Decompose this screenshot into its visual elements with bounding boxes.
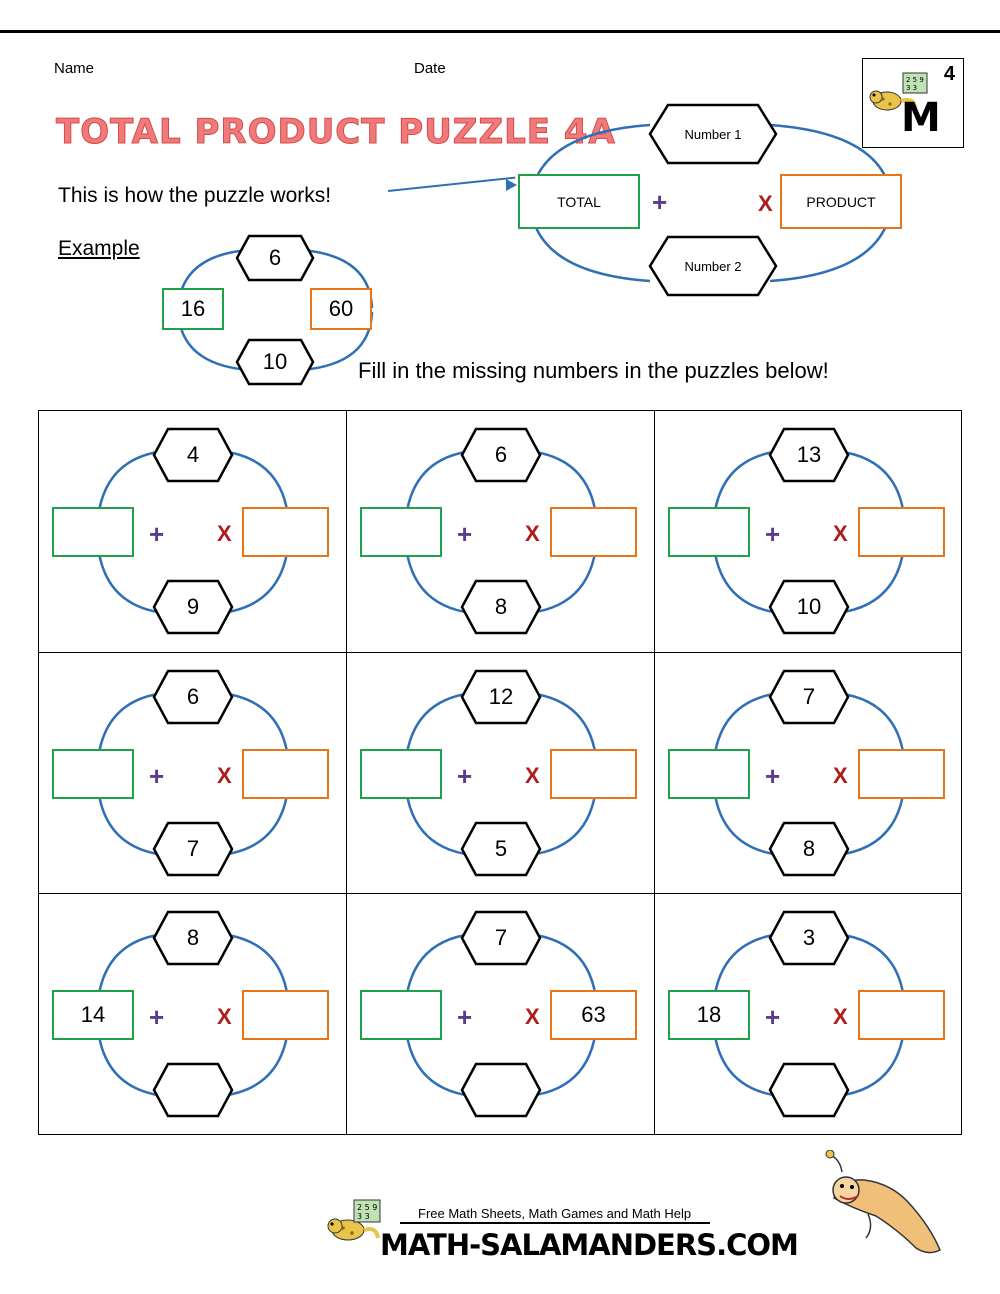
puzzle-product-box[interactable]: [242, 507, 329, 557]
puzzle-plus-sign: +: [765, 1002, 781, 1032]
puzzle-bottom-value: [460, 1062, 542, 1118]
puzzle-total-box[interactable]: [52, 507, 134, 557]
diagram-times-sign: X: [758, 191, 773, 216]
puzzle-total-box[interactable]: [52, 749, 134, 799]
puzzle-product-box[interactable]: [858, 507, 945, 557]
puzzle-top-hex: [460, 910, 542, 966]
puzzle-times-sign: X: [833, 763, 848, 788]
puzzle-plus-sign: +: [457, 519, 473, 549]
date-label: Date: [414, 60, 446, 77]
footer-tagline: Free Math Sheets, Math Games and Math Help: [418, 1206, 692, 1221]
puzzle-plus-sign: +: [457, 761, 473, 791]
puzzle-top-value: 6: [186, 684, 200, 709]
puzzle-bottom-hex[interactable]: [768, 1062, 850, 1118]
puzzle-bottom-value: [152, 1062, 234, 1118]
puzzle-top-hex: [460, 669, 542, 725]
puzzle-product-value: 63: [581, 1002, 606, 1027]
puzzle-cell: [347, 653, 654, 893]
puzzle-times-sign: X: [525, 1004, 540, 1029]
puzzle-top-hex: [460, 427, 542, 483]
top-divider: [0, 30, 1000, 33]
puzzle-cell: [655, 653, 961, 893]
puzzle-bottom-hex: [460, 821, 542, 877]
puzzle-top-hex: [768, 910, 850, 966]
example-diagram: [500, 95, 960, 310]
puzzle-top-value: 13: [796, 442, 822, 467]
puzzle-plus-sign: +: [765, 519, 781, 549]
puzzle-grid: [38, 410, 962, 1135]
puzzle-plus-sign: +: [149, 761, 165, 791]
diagram-number1-hex: [648, 103, 778, 165]
puzzle-total-value: 18: [696, 1002, 722, 1027]
puzzle-total-box[interactable]: [360, 749, 442, 799]
example-bottom-hex: [235, 338, 315, 386]
diagram-plus-sign: +: [652, 187, 668, 217]
diagram-product-box: [780, 174, 902, 229]
puzzle-product-box[interactable]: [550, 749, 637, 799]
puzzle-product-box[interactable]: [242, 749, 329, 799]
puzzle-bottom-hex: [152, 821, 234, 877]
puzzle-total-value: 14: [80, 1002, 106, 1027]
puzzle-times-sign: X: [525, 521, 540, 546]
puzzle-top-value: 7: [494, 925, 508, 950]
puzzle-times-sign: X: [833, 521, 848, 546]
puzzle-bottom-value: 5: [494, 836, 508, 861]
example-total-value: 16: [180, 296, 206, 321]
puzzle-bottom-hex: [460, 579, 542, 635]
puzzle-plus-sign: +: [765, 761, 781, 791]
puzzle-bottom-hex[interactable]: [152, 1062, 234, 1118]
instruction-text: Fill in the missing numbers in the puzzles below!: [358, 358, 829, 383]
puzzle-top-hex: [152, 910, 234, 966]
puzzle-bottom-hex[interactable]: [460, 1062, 542, 1118]
diagram-product-label: PRODUCT: [806, 193, 876, 210]
example-product-box: [310, 288, 372, 330]
diagram-total-box: [518, 174, 640, 229]
svg-text:3 3: 3 3: [357, 1212, 370, 1221]
puzzle-top-value: 6: [494, 442, 508, 467]
example-bottom-value: 10: [262, 349, 288, 374]
puzzle-product-box[interactable]: [858, 749, 945, 799]
diagram-number2-label: Number 2: [684, 258, 742, 274]
puzzle-product-box[interactable]: [550, 507, 637, 557]
puzzle-top-value: 8: [186, 925, 200, 950]
puzzle-bottom-hex: [768, 821, 850, 877]
puzzle-total-box[interactable]: [360, 990, 442, 1040]
puzzle-total-box[interactable]: [360, 507, 442, 557]
example-total-box: [162, 288, 224, 330]
puzzle-top-hex: [152, 669, 234, 725]
puzzle-cell: [655, 411, 961, 652]
puzzle-cell: [39, 411, 346, 652]
puzzle-cell: [655, 894, 961, 1134]
puzzle-bottom-value: 8: [494, 594, 508, 619]
diagram-number1-label: Number 1: [684, 126, 742, 142]
puzzle-bottom-hex: [768, 579, 850, 635]
name-label: Name: [54, 60, 95, 77]
puzzle-total-box[interactable]: [668, 507, 750, 557]
example-puzzle: [150, 230, 400, 390]
puzzle-bottom-value: 9: [186, 594, 200, 619]
how-it-works-text: This is how the puzzle works!: [58, 184, 332, 207]
diagram-number2-hex: [648, 235, 778, 297]
svg-text:3 3: 3 3: [906, 84, 918, 92]
example-product-value: 60: [328, 296, 354, 321]
puzzle-total-box[interactable]: [668, 990, 750, 1040]
puzzle-times-sign: X: [217, 521, 232, 546]
puzzle-bottom-value: 10: [796, 594, 822, 619]
puzzle-bottom-value: 7: [186, 836, 200, 861]
puzzle-top-value: 4: [186, 442, 200, 467]
puzzle-total-box[interactable]: [52, 990, 134, 1040]
puzzle-bottom-value: [768, 1062, 850, 1118]
puzzle-top-hex: [152, 427, 234, 483]
puzzle-total-box[interactable]: [668, 749, 750, 799]
diagram-total-label: TOTAL: [557, 193, 601, 210]
puzzle-top-hex: [768, 427, 850, 483]
puzzle-plus-sign: +: [457, 1002, 473, 1032]
puzzle-times-sign: X: [525, 763, 540, 788]
puzzle-top-value: 12: [488, 684, 514, 709]
example-top-value: 6: [268, 245, 282, 270]
grade-number: 4: [943, 63, 955, 85]
footer-mascot-icon: [812, 1150, 962, 1270]
puzzle-times-sign: X: [217, 763, 232, 788]
puzzle-cell: [347, 894, 654, 1134]
puzzle-cell: [347, 411, 654, 652]
puzzle-times-sign: X: [833, 1004, 848, 1029]
svg-text:2 5 9: 2 5 9: [906, 76, 924, 84]
puzzle-bottom-value: 8: [802, 836, 816, 861]
puzzle-product-box[interactable]: [242, 990, 329, 1040]
example-top-hex: [235, 234, 315, 282]
footer-brand: MATH-SALAMANDERS.COM: [380, 1228, 798, 1262]
svg-text:M: M: [901, 95, 941, 141]
example-label: Example: [58, 237, 140, 260]
svg-text:2 5 9: 2 5 9: [357, 1203, 378, 1212]
puzzle-times-sign: X: [217, 1004, 232, 1029]
puzzle-product-box[interactable]: [858, 990, 945, 1040]
puzzle-plus-sign: +: [149, 1002, 165, 1032]
puzzle-bottom-hex: [152, 579, 234, 635]
puzzle-plus-sign: +: [149, 519, 165, 549]
puzzle-top-value: 3: [802, 925, 816, 950]
puzzle-cell: [39, 653, 346, 893]
page-title: TOTAL PRODUCT PUZZLE 4A: [56, 112, 616, 152]
puzzle-cell: [39, 894, 346, 1134]
puzzle-product-box[interactable]: [550, 990, 637, 1040]
puzzle-top-value: 7: [802, 684, 816, 709]
footer-divider: [400, 1222, 710, 1224]
puzzle-top-hex: [768, 669, 850, 725]
pointer-arrow-line: [388, 177, 516, 192]
